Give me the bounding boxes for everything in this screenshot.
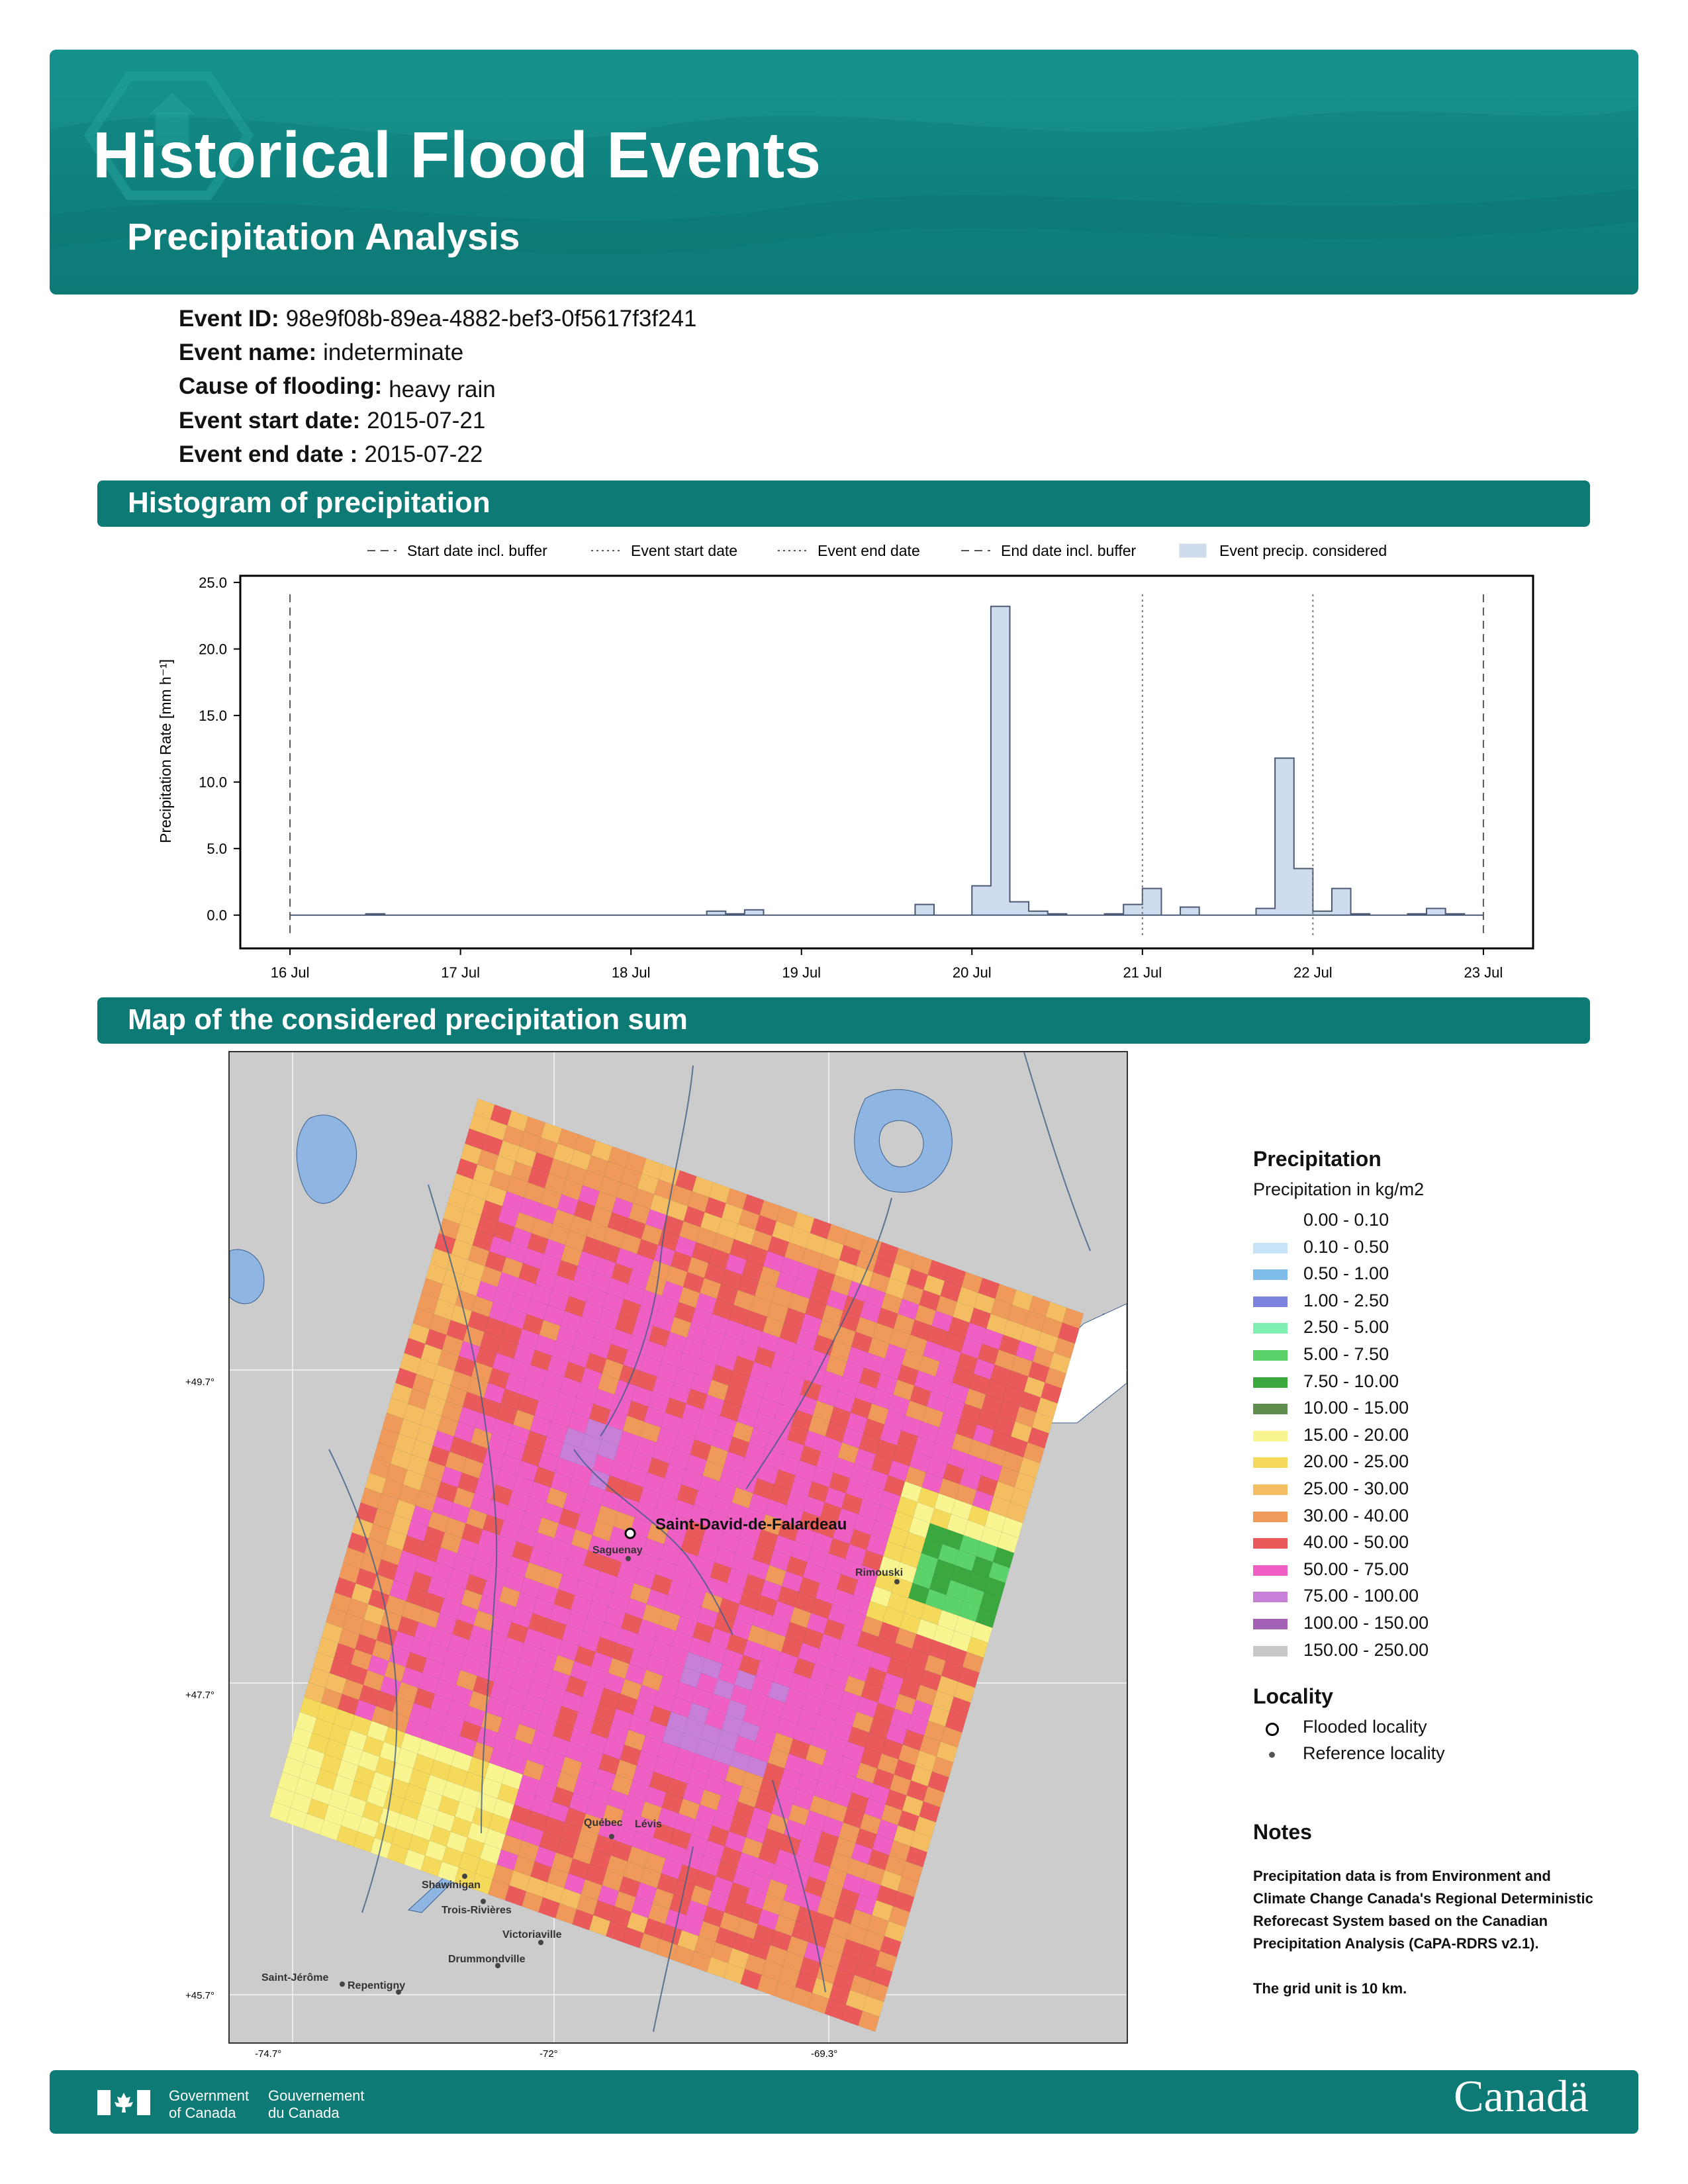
- reference-locality-saguenay: [626, 1556, 631, 1561]
- gov-en-line1: Government: [169, 2087, 250, 2104]
- gov-fr-line1: Gouvernement: [268, 2087, 365, 2104]
- event-cause-label: Cause of flooding:: [179, 373, 383, 399]
- event-end-value: 2015-07-22: [364, 441, 483, 467]
- legend-class-swatch: [1253, 1431, 1288, 1441]
- canada-wordmark: Canadä: [1454, 2071, 1589, 2121]
- legend-class-label: 0.10 - 0.50: [1303, 1236, 1389, 1257]
- map-lat-label-49-7: +49.7°: [185, 1377, 214, 1388]
- section-histogram: [97, 480, 1590, 527]
- legend-class-row: [1253, 1398, 1518, 1420]
- y-tick-label: 15.0: [199, 707, 227, 725]
- legend-title: Precipitation: [1253, 1147, 1382, 1171]
- y-tick-label: 10.0: [199, 774, 227, 791]
- legend-class-swatch: [1253, 1565, 1288, 1576]
- event-start-row: [179, 408, 485, 434]
- legend-class-row: [1253, 1479, 1518, 1501]
- map-label-saint-david-de-falardeau: Saint-David-de-Falardeau: [655, 1516, 847, 1533]
- legend-class-swatch: [1253, 1243, 1288, 1253]
- reference-locality-saint-jerome: [340, 1981, 345, 1987]
- legend-class-swatch: [1253, 1350, 1288, 1361]
- gov-name-french: [268, 2087, 365, 2122]
- legend-label-3: End date incl. buffer: [1001, 542, 1137, 559]
- section-map: [97, 997, 1590, 1044]
- legend-label-1: Event start date: [631, 542, 738, 559]
- page-subtitle: Precipitation Analysis: [127, 216, 520, 258]
- legend-class-label: 40.00 - 50.00: [1303, 1532, 1409, 1553]
- x-tick-label: 22 Jul: [1293, 964, 1333, 981]
- event-name-label: Event name:: [179, 340, 317, 365]
- map-label-victoriaville: Victoriaville: [502, 1929, 562, 1940]
- x-tick-label: 18 Jul: [611, 964, 651, 981]
- flooded-locality-marker[interactable]: [626, 1529, 635, 1538]
- event-name-value: indeterminate: [323, 340, 464, 365]
- gov-en-line2: of Canada: [169, 2105, 236, 2121]
- precipitation-map[interactable]: [228, 1051, 1128, 2044]
- reference-locality-quebec: [609, 1834, 614, 1839]
- event-id-label: Event ID:: [179, 306, 279, 332]
- legend-class-label: 25.00 - 30.00: [1303, 1479, 1409, 1498]
- legend-class-swatch: [1253, 1377, 1288, 1388]
- map-canvas: [230, 1052, 1127, 2042]
- gov-fr-line2: du Canada: [268, 2105, 340, 2121]
- manicouagan-reservoir: [855, 1089, 953, 1192]
- reference-locality-rimouski: [894, 1579, 900, 1584]
- section-histogram-title: Histogram of precipitation: [128, 486, 491, 519]
- footer-bar: [50, 2070, 1638, 2134]
- legend-class-label: 0.50 - 1.00: [1303, 1263, 1389, 1284]
- notes-text: Precipitation data is from Environment and Climate Change Canada's Regional Deterministic Reforecast System based on the Canadian Precipitation Analysis (CaPA-RDRS v2.1).: [1253, 1868, 1593, 1952]
- precipitation-histogram: [0, 523, 1688, 986]
- map-label-levis: Lévis: [635, 1819, 662, 1830]
- y-tick-label: 0.0: [207, 907, 227, 924]
- map-label-shawinigan: Shawinigan: [422, 1880, 481, 1891]
- legend-class-label: 150.00 - 250.00: [1303, 1639, 1429, 1660]
- map-lat-label-47-7: +47.7°: [185, 1690, 214, 1701]
- x-tick-label: 16 Jul: [270, 964, 310, 981]
- legend-class-swatch: [1253, 1216, 1288, 1226]
- legend-label-0: Start date incl. buffer: [407, 542, 547, 559]
- legend-unit: Precipitation in kg/m2: [1253, 1179, 1425, 1199]
- map-lon-label-69-3: -69.3°: [811, 2048, 838, 2060]
- legend-class-label: 100.00 - 150.00: [1303, 1613, 1429, 1633]
- legend-class-row: [1253, 1317, 1518, 1340]
- event-start-label: Event start date:: [179, 408, 361, 433]
- page-title: Historical Flood Events: [93, 118, 821, 191]
- map-label-quebec: Québec: [584, 1817, 623, 1829]
- legend-class-row: [1253, 1640, 1518, 1662]
- x-tick-label: 19 Jul: [782, 964, 821, 981]
- event-id-row: [179, 306, 697, 332]
- reference-locality-icon: [1269, 1752, 1275, 1758]
- map-lon-label-74-7: -74.7°: [255, 2048, 282, 2060]
- chart-plot-area: [199, 574, 1533, 981]
- legend-class-swatch: [1253, 1538, 1288, 1549]
- x-tick-label: 17 Jul: [441, 964, 481, 981]
- legend-class-row: [1253, 1532, 1518, 1555]
- x-tick-label: 23 Jul: [1464, 964, 1503, 981]
- chart-legend: [367, 542, 1387, 559]
- legend-class-swatch: [1253, 1297, 1288, 1307]
- reference-locality-trois-rivieres: [481, 1899, 486, 1904]
- event-id-value: 98e9f08b-89ea-4882-bef3-0f5617f3f241: [285, 306, 697, 332]
- notes-grid-unit: The grid unit is 10 km.: [1253, 1980, 1407, 1997]
- legend-class-label: 15.00 - 20.00: [1303, 1424, 1409, 1445]
- legend-class-swatch: [1253, 1646, 1288, 1657]
- legend-label-2: Event end date: [818, 542, 920, 559]
- legend-class-label: 10.00 - 15.00: [1303, 1398, 1409, 1418]
- map-label-rimouski: Rimouski: [855, 1567, 904, 1578]
- legend-class-label: 50.00 - 75.00: [1303, 1559, 1409, 1579]
- section-map-title: Map of the considered precipitation sum: [128, 1003, 688, 1036]
- legend-label-4: Event precip. considered: [1219, 542, 1387, 559]
- map-label-saguenay: Saguenay: [592, 1545, 643, 1556]
- legend-class-row: [1253, 1371, 1518, 1394]
- reference-locality-shawinigan: [462, 1874, 467, 1879]
- event-cause-row: [179, 373, 496, 400]
- legend-class-swatch: [1253, 1457, 1288, 1468]
- flooded-locality-icon: [1266, 1723, 1279, 1736]
- legend-class-label: 30.00 - 40.00: [1303, 1505, 1409, 1525]
- notes-title: Notes: [1253, 1820, 1312, 1844]
- legend-class-swatch: [1253, 1404, 1288, 1414]
- legend-class-swatch: [1253, 1592, 1288, 1602]
- x-tick-label: 20 Jul: [952, 964, 992, 981]
- event-end-label: Event end date :: [179, 441, 358, 467]
- map-lon-label-72: -72°: [539, 2048, 558, 2060]
- legend-class-label: 5.00 - 7.50: [1303, 1344, 1389, 1364]
- map-label-repentigny: Repentigny: [348, 1980, 406, 1991]
- gov-name-english: [169, 2087, 249, 2122]
- legend-class-label: 0.00 - 0.10: [1303, 1210, 1389, 1230]
- legend-class-swatch: [1253, 1619, 1288, 1629]
- legend-class-row: [1253, 1506, 1518, 1528]
- legend-class-swatch: [1253, 1484, 1288, 1495]
- legend-reference-label: Reference locality: [1303, 1743, 1445, 1763]
- legend-class-label: 1.00 - 2.50: [1303, 1290, 1389, 1310]
- precipitation-grid: [269, 1099, 1084, 2032]
- y-tick-label: 20.0: [199, 641, 227, 658]
- legend-class-row: [1253, 1425, 1518, 1447]
- legend-class-row: [1253, 1210, 1518, 1232]
- map-lat-label-45-7: +45.7°: [185, 1990, 214, 2001]
- legend-class-label: 75.00 - 100.00: [1303, 1586, 1419, 1606]
- legend-class-swatch: [1253, 1512, 1288, 1522]
- legend-class-label: 7.50 - 10.00: [1303, 1371, 1399, 1391]
- event-end-row: [179, 441, 483, 468]
- legend-class-row: [1253, 1263, 1518, 1286]
- legend-class-row: [1253, 1613, 1518, 1635]
- legend-class-swatch: [1253, 1323, 1288, 1334]
- legend-class-row: [1253, 1291, 1518, 1313]
- y-tick-label: 5.0: [207, 841, 227, 858]
- legend-class-row: [1253, 1586, 1518, 1608]
- legend-locality-title: Locality: [1253, 1684, 1333, 1708]
- legend-class-row: [1253, 1559, 1518, 1582]
- legend-class-swatch: [1253, 1269, 1288, 1280]
- chart-y-axis-label: Precipitation Rate [mm h⁻¹]: [157, 659, 174, 844]
- northwest-lakes: [230, 1115, 357, 1304]
- event-start-value: 2015-07-21: [367, 408, 486, 433]
- legend-class-row: [1253, 1344, 1518, 1367]
- event-name-row: [179, 340, 463, 366]
- map-label-saint-jerome: Saint-Jérôme: [261, 1972, 329, 1983]
- legend-class-label: 20.00 - 25.00: [1303, 1451, 1409, 1472]
- canada-flag-icon: [97, 2090, 150, 2115]
- legend-class-row: [1253, 1237, 1518, 1259]
- notes-body: [1253, 1865, 1597, 2000]
- legend-class-label: 2.50 - 5.00: [1303, 1317, 1389, 1338]
- legend-class-row: [1253, 1451, 1518, 1474]
- x-tick-label: 21 Jul: [1123, 964, 1162, 981]
- legend-flooded-label: Flooded locality: [1303, 1717, 1427, 1737]
- legend-swatch-precip: [1180, 544, 1206, 557]
- y-tick-label: 25.0: [199, 574, 227, 592]
- event-cause-value: heavy rain: [389, 377, 496, 402]
- map-label-trois-rivieres: Trois-Rivières: [442, 1905, 512, 1916]
- map-label-drummondville: Drummondville: [448, 1954, 526, 1965]
